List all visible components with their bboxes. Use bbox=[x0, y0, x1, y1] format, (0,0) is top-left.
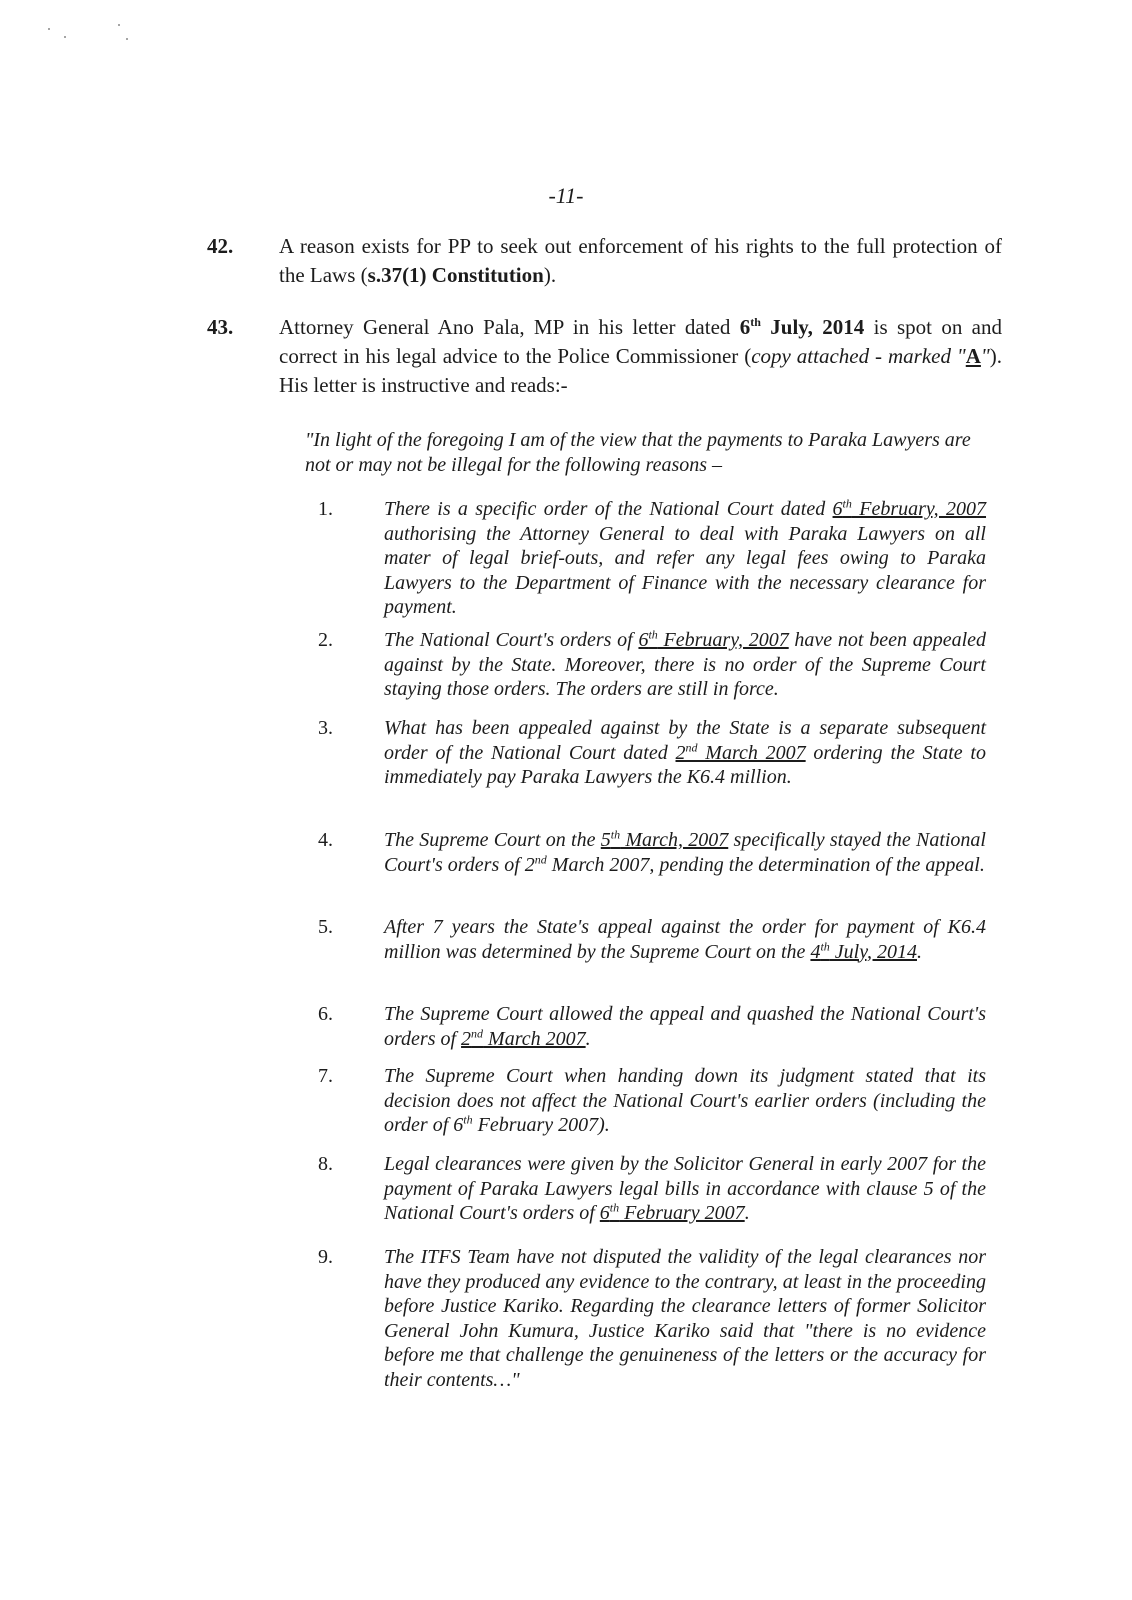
paragraph-42 bbox=[207, 232, 1002, 290]
scan-speck bbox=[118, 24, 120, 26]
scan-speck bbox=[48, 28, 50, 30]
letter-date: 6th July, 2014 bbox=[739, 315, 865, 339]
list-item: 6. The Supreme Court allowed the appeal and quashed the National Court's orders of 2nd March 2007. bbox=[318, 1003, 986, 1050]
annexure-marker: A bbox=[965, 344, 981, 368]
list-item: 3. What has been appealed against by the State is a separate subsequent order of the National Court dated 2nd March 2007 ordering the State to immediately pay Paraka Lawyers the K6.4 million. bbox=[318, 717, 986, 788]
scan-speck bbox=[126, 38, 128, 40]
list-item: 1. There is a specific order of the National Court dated 6th February, 2007 authorising the Attorney General to deal with Paraka Lawyers on all mater of legal brief-outs, and refer any legal fees owing to Paraka Lawyers to the Department of Finance with the necessary clearance for payment. bbox=[318, 496, 987, 618]
scan-speck bbox=[64, 36, 66, 38]
paragraph-text: A reason exists for PP to seek out enforcement of his rights to the full protection of the Laws (s.37(1) Constitution). bbox=[279, 234, 1002, 287]
paragraph-text: Attorney General Ano Pala, MP in his letter dated 6th July, 2014 is spot on and correct in his legal advice to the Police Commissioner (copy attached - marked "A"). His letter is instructive and reads:- bbox=[279, 315, 1003, 397]
list-item: 5. After 7 years the State's appeal against the order for payment of K6.4 million was determined by the Supreme Court on the 4th July, 2014. bbox=[318, 916, 986, 963]
paragraph-number: 42. bbox=[207, 234, 234, 258]
quote-intro: "In light of the foregoing I am of the view that the payments to Paraka Lawyers are not or may not be illegal for the following reasons – bbox=[305, 429, 971, 476]
list-item: 2. The National Court's orders of 6th February, 2007 have not been appealed against by the State. Moreover, there is no order of the Supreme Court staying those orders. The orders are still in force. bbox=[318, 627, 987, 700]
constitution-reference: s.37(1) Constitution bbox=[367, 263, 544, 287]
paragraph-43 bbox=[207, 313, 1002, 400]
list-item: 8. Legal clearances were given by the Solicitor General in early 2007 for the payment of Paraka Lawyers legal bills in accordance with clause 5 of the National Court's orders of 6th February 2007. bbox=[318, 1153, 986, 1224]
list-item: 4. The Supreme Court on the 5th March, 2007 specifically stayed the National Court's orders of 2nd March 2007, pending the determination of the appeal. bbox=[318, 827, 986, 876]
paragraph-number: 43. bbox=[207, 315, 234, 339]
page-number: -11- bbox=[548, 183, 584, 208]
list-item: 7. The Supreme Court when handing down its judgment stated that its decision does not affect the National Court's earlier orders (including the order of 6th February 2007). bbox=[318, 1065, 986, 1136]
list-item: 9. The ITFS Team have not disputed the validity of the legal clearances nor have they produced any evidence to the contrary, at least in the proceeding before Justice Kariko. Regarding the clearance letters of former Solicitor General John Kumura, Justice Kariko said that "there is no evidence before me that challenge the genuineness of the letters or the accuracy for their contents…" bbox=[318, 1246, 986, 1391]
